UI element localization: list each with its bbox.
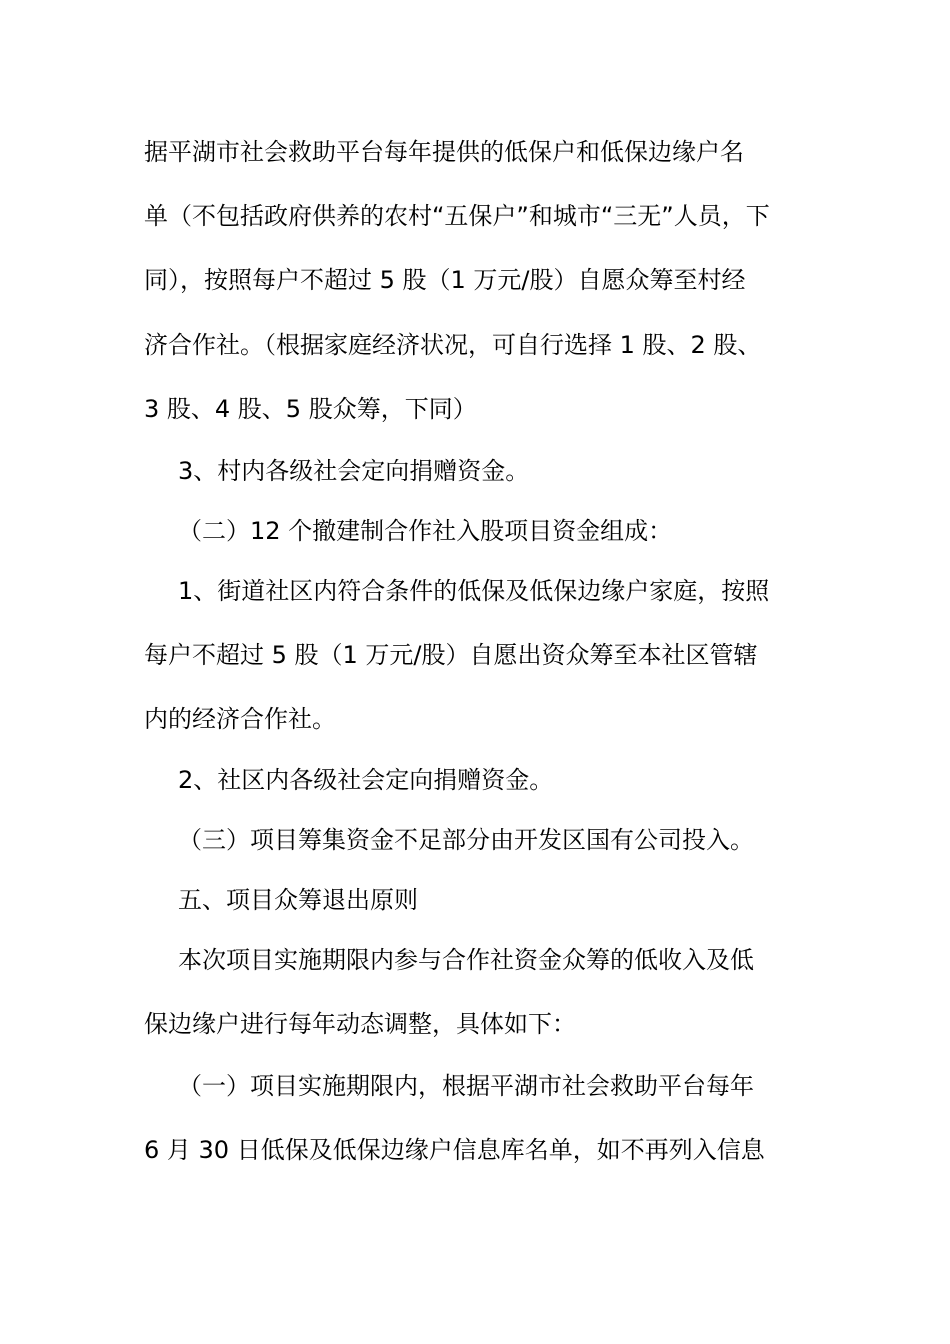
text-line: 3、村内各级社会定向捐赠资金。 [178,457,530,485]
text-line: 单（不包括政府供养的农村“五保户”和城市“三无”人员，下 [144,202,770,230]
text-line: （三）项目筹集资金不足部分由开发区国有公司投入。 [178,826,754,854]
text-line: 同），按照每户不超过 5 股（1 万元/股）自愿众筹至村经 [144,266,746,294]
section-heading: 五、项目众筹退出原则 [178,886,418,914]
text-line: 2、社区内各级社会定向捐赠资金。 [178,766,554,794]
text-line: （一）项目实施期限内，根据平湖市社会救助平台每年 [178,1072,754,1100]
text-line: 本次项目实施期限内参与合作社资金众筹的低收入及低 [178,946,754,974]
text-line: （二）12 个撤建制合作社入股项目资金组成： [178,517,673,545]
text-line: 保边缘户进行每年动态调整，具体如下： [144,1010,576,1038]
text-line: 每户不超过 5 股（1 万元/股）自愿出资众筹至本社区管辖 [144,641,758,669]
text-line: 3 股、4 股、5 股众筹，下同） [144,395,477,423]
text-line: 济合作社。（根据家庭经济状况，可自行选择 1 股、2 股、 [144,331,762,359]
text-line: 内的经济合作社。 [144,705,336,733]
text-line: 据平湖市社会救助平台每年提供的低保户和低保边缘户名 [144,138,744,166]
text-line: 1、街道社区内符合条件的低保及低保边缘户家庭，按照 [178,577,770,605]
text-line: 6 月 30 日低保及低保边缘户信息库名单，如不再列入信息 [144,1136,765,1164]
